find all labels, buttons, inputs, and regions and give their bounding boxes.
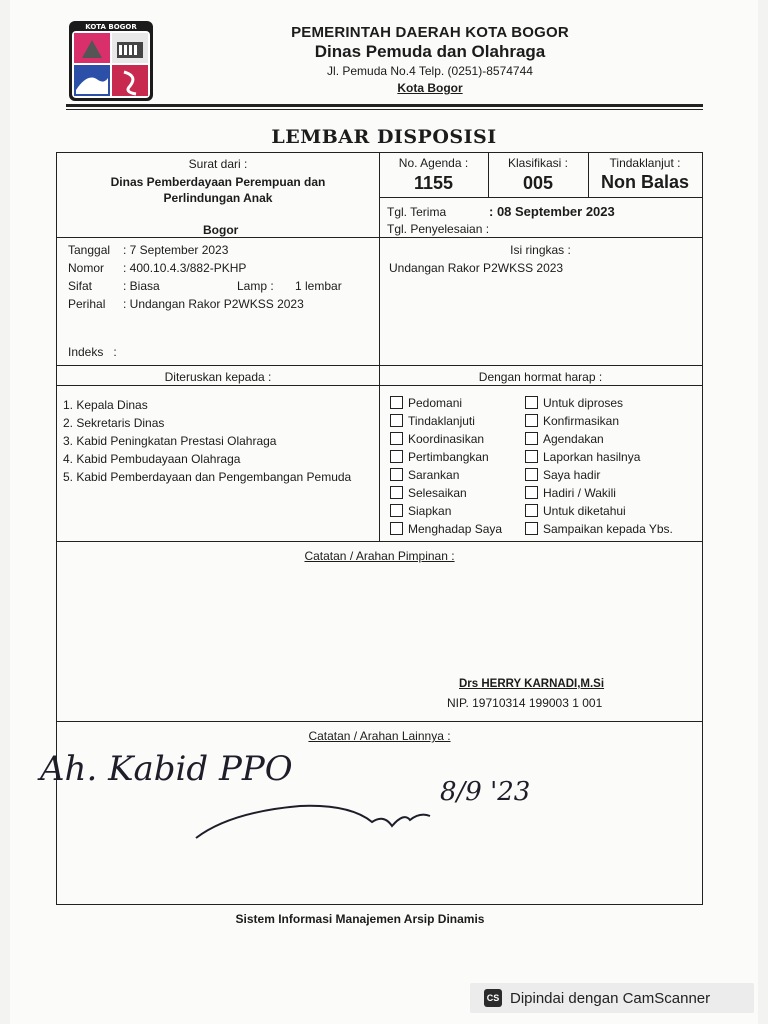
recipient-item: 2. Sekretaris Dinas xyxy=(63,416,165,430)
tgl-penyelesaian-label: Tgl. Penyelesaian : xyxy=(387,222,490,236)
checkbox-koordinasikan[interactable]: Koordinasikan xyxy=(390,432,484,446)
system-footer: Sistem Informasi Manajemen Arsip Dinamis xyxy=(235,912,485,926)
lamp-value: 1 lembar xyxy=(295,279,342,293)
handwritten-date: 8/9 '23 xyxy=(440,777,531,807)
isi-ringkas-label: Isi ringkas : xyxy=(510,243,571,257)
sifat-value: Biasa xyxy=(129,279,160,293)
signer-name: Drs HERRY KARNADI,M.Si xyxy=(459,678,605,690)
handwritten-instruction: Ah. Kabid PPO xyxy=(40,749,293,789)
checkbox-konfirmasikan[interactable]: Konfirmasikan xyxy=(525,414,619,428)
disposition-form: Surat dari : Dinas Pemberdayaan Perempuan dan Perlindungan Anak Bogor No. Agenda : 1155 Klasifikasi : 005 Tindaklanjut : Non Balas Tgl. Terima : 08 September 2023 Tgl. Penyelesaian : Tanggal : 7 September 2023 Nomor : 400.10.4.3/882-PKHP Sifat : Biasa Lamp : 1 lembar Perihal : Undangan Rakor P2WKSS 2023 Indeks : Isi ringkas : Undangan Rakor P2WKSS 2023 Diteruskan kepada : Dengan hormat harap : 1. Kepala Dinas 2. Sekretaris Dinas 3. Kabid Peningkatan Prestasi Olahraga 4. Kabid Pembudayaan Olahraga 5. Kabid Pemberdayaan dan Pengembangan Pemuda Pedomani Tindaklanjuti Koordinasikan Pertimbangkan Sarankan Selesaikan Siapkan Menghadap Saya Untuk diproses Konfirmasikan Agendakan Laporkan hasilnya Saya hadir Hadiri / Wakili Untuk diketahui Sampaikan kepada Ybs. Catatan / Arahan Pimpinan : Drs HERRY KARNADI,M.Si NIP. 19710314 199003 1 001 Catatan / Arahan Lainnya : xyxy=(56,152,703,905)
tindaklanjut-label: Tindaklanjut : xyxy=(609,156,681,170)
row-divider xyxy=(57,237,702,238)
tindaklanjut-value: Non Balas xyxy=(600,172,690,192)
row-divider xyxy=(379,197,702,198)
isi-ringkas-value: Undangan Rakor P2WKSS 2023 xyxy=(389,261,564,275)
checkbox-pedomani[interactable]: Pedomani xyxy=(390,396,462,410)
lamp-label: Lamp : xyxy=(237,279,274,293)
agenda-label: No. Agenda : xyxy=(398,156,469,170)
row-divider xyxy=(57,365,702,366)
tanggal-value: 7 September 2023 xyxy=(129,243,229,257)
sifat-label: Sifat xyxy=(68,279,93,293)
letterhead-rule xyxy=(66,104,703,107)
checkbox-laporkan-hasilnya[interactable]: Laporkan hasilnya xyxy=(525,450,640,464)
perihal-label: Perihal xyxy=(68,297,106,311)
camscanner-text: Dipindai dengan CamScanner xyxy=(510,989,711,1007)
checkbox-agendakan[interactable]: Agendakan xyxy=(525,432,604,446)
nomor-value: 400.10.4.3/882-PKHP xyxy=(129,261,247,275)
checkbox-siapkan[interactable]: Siapkan xyxy=(390,504,451,518)
checkbox-sampaikan-kepada-ybs[interactable]: Sampaikan kepada Ybs. xyxy=(525,522,673,536)
signer-nip: NIP. 19710314 199003 1 001 xyxy=(447,696,603,710)
agency-name: Dinas Pemuda dan Olahraga xyxy=(314,42,546,61)
city-crest-logo xyxy=(68,20,154,102)
checkbox-hadiri-wakili[interactable]: Hadiri / Wakili xyxy=(525,486,616,500)
camscanner-watermark xyxy=(470,983,754,1013)
camscanner-icon: CS xyxy=(484,989,502,1007)
checkbox-sarankan[interactable]: Sarankan xyxy=(390,468,459,482)
catatan-lainnya-label: Catatan / Arahan Lainnya : xyxy=(308,729,451,743)
checkbox-tindaklanjuti[interactable]: Tindaklanjuti xyxy=(390,414,475,428)
letterhead xyxy=(280,24,580,95)
checkbox-pertimbangkan[interactable]: Pertimbangkan xyxy=(390,450,489,464)
recipient-item: 1. Kepala Dinas xyxy=(63,398,148,412)
klasifikasi-value: 005 xyxy=(522,173,554,193)
indeks-label: Indeks xyxy=(68,345,104,359)
government-name: PEMERINTAH DAERAH KOTA BOGOR xyxy=(291,24,569,41)
checkbox-saya-hadir[interactable]: Saya hadir xyxy=(525,468,600,482)
catatan-pimpinan-label: Catatan / Arahan Pimpinan : xyxy=(304,549,455,563)
letterhead-rule-thin xyxy=(66,109,703,110)
column-divider xyxy=(379,153,380,541)
harap-label: Dengan hormat harap : xyxy=(478,370,603,384)
checkbox-untuk-diproses[interactable]: Untuk diproses xyxy=(525,396,623,410)
sender-name-line1: Dinas Pemberdayaan Perempuan dan xyxy=(110,175,326,189)
row-divider xyxy=(57,385,702,386)
checkbox-selesaikan[interactable]: Selesaikan xyxy=(390,486,467,500)
sender-name-line2: Perlindungan Anak xyxy=(163,191,273,205)
klasifikasi-label: Klasifikasi : xyxy=(507,156,569,170)
perihal-value: Undangan Rakor P2WKSS 2023 xyxy=(129,297,304,311)
sender-label: Surat dari : xyxy=(188,157,248,171)
agenda-number: 1155 xyxy=(413,173,454,193)
agency-address: Jl. Pemuda No.4 Telp. (0251)-8574744 xyxy=(327,64,533,78)
recipient-item: 5. Kabid Pemberdayaan dan Pengembangan Pemuda xyxy=(63,470,352,484)
recipient-item: 3. Kabid Peningkatan Prestasi Olahraga xyxy=(63,434,277,448)
tgl-terima-label: Tgl. Terima xyxy=(387,205,447,219)
logo-caption: KOTA BOGOR xyxy=(85,23,137,31)
sender-city: Bogor xyxy=(203,223,239,237)
recipient-item: 4. Kabid Pembudayaan Olahraga xyxy=(63,452,241,466)
diteruskan-label: Diteruskan kepada : xyxy=(164,370,272,384)
nomor-label: Nomor xyxy=(68,261,105,275)
document-title: LEMBAR DISPOSISI xyxy=(271,126,497,148)
checkbox-menghadap-saya[interactable]: Menghadap Saya xyxy=(390,522,502,536)
checkbox-untuk-diketahui[interactable]: Untuk diketahui xyxy=(525,504,626,518)
row-divider xyxy=(57,541,702,542)
tanggal-label: Tanggal xyxy=(68,243,111,257)
tgl-terima-value: : 08 September 2023 xyxy=(489,204,615,219)
row-divider xyxy=(57,721,702,722)
agency-city: Kota Bogor xyxy=(397,81,463,95)
